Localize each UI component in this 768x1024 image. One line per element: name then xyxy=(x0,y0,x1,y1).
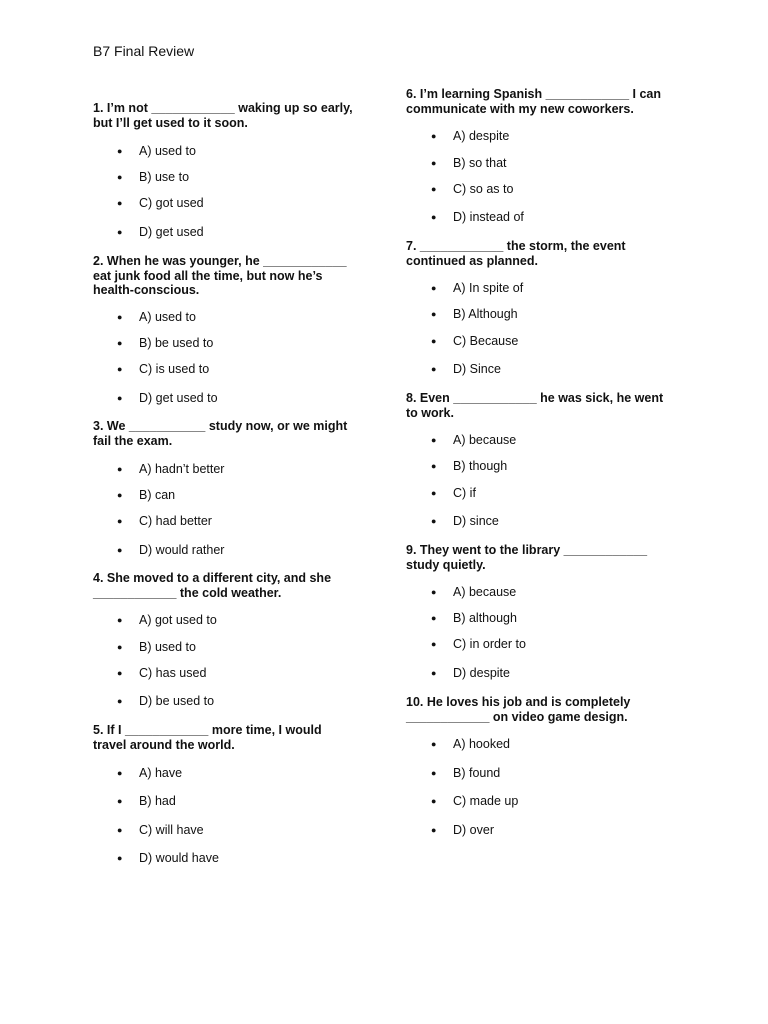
bullet-icon: ● xyxy=(431,668,437,678)
question-line: 3. We ___________ study now, or we might xyxy=(93,419,348,433)
question-text xyxy=(93,101,353,130)
question-line: continued as planned. xyxy=(406,253,538,268)
option-a[interactable]: A) got used to xyxy=(139,613,217,627)
option-b[interactable]: B) used to xyxy=(139,640,196,654)
option-d[interactable]: D) instead of xyxy=(453,210,524,224)
option-c[interactable]: C) has used xyxy=(139,666,207,680)
bullet-icon: ● xyxy=(431,336,437,346)
question-line: 5. If I ____________ more time, I would xyxy=(93,723,322,737)
bullet-icon: ● xyxy=(431,613,437,623)
bullet-icon: ● xyxy=(117,853,123,863)
option-a[interactable]: A) because xyxy=(453,433,517,447)
bullet-icon: ● xyxy=(117,364,123,374)
option-c[interactable]: C) got used xyxy=(139,196,204,210)
option-a[interactable]: A) hadn’t better xyxy=(139,462,225,476)
bullet-icon: ● xyxy=(431,825,437,835)
bullet-icon: ● xyxy=(431,768,437,778)
bullet-icon: ● xyxy=(431,488,437,498)
bullet-icon: ● xyxy=(117,198,123,208)
question-line: ____________ on video game design. xyxy=(406,709,628,724)
question-text xyxy=(93,571,331,600)
option-d[interactable]: D) over xyxy=(453,823,494,837)
option-d[interactable]: D) get used xyxy=(139,225,204,239)
bullet-icon: ● xyxy=(117,668,123,678)
option-c[interactable]: C) Because xyxy=(453,334,519,348)
option-a[interactable]: A) hooked xyxy=(453,737,510,751)
bullet-icon: ● xyxy=(431,158,437,168)
question-text xyxy=(406,391,663,420)
option-d[interactable]: D) would rather xyxy=(139,543,225,557)
option-b[interactable]: B) though xyxy=(453,459,508,473)
bullet-icon: ● xyxy=(431,796,437,806)
question-line: but I’ll get used to it soon. xyxy=(93,115,248,130)
question-text xyxy=(93,254,347,298)
bullet-icon: ● xyxy=(431,364,437,374)
question-line: 6. I’m learning Spanish ____________ I can xyxy=(406,87,661,101)
question-line: health-conscious. xyxy=(93,283,200,297)
bullet-icon: ● xyxy=(117,642,123,652)
bullet-icon: ● xyxy=(117,768,123,778)
question-line: ____________ the cold weather. xyxy=(93,585,282,600)
bullet-icon: ● xyxy=(117,696,123,706)
page-title: B7 Final Review xyxy=(93,43,195,59)
option-d[interactable]: D) despite xyxy=(453,666,510,680)
bullet-icon: ● xyxy=(431,461,437,471)
question-line: fail the exam. xyxy=(93,433,173,448)
bullet-icon: ● xyxy=(117,545,123,555)
bullet-icon: ● xyxy=(431,639,437,649)
option-b[interactable]: B) had xyxy=(139,794,176,808)
option-a[interactable]: A) used to xyxy=(139,310,196,324)
bullet-icon: ● xyxy=(117,464,123,474)
bullet-icon: ● xyxy=(117,615,123,625)
option-c[interactable]: C) made up xyxy=(453,794,519,808)
option-c[interactable]: C) so as to xyxy=(453,182,514,196)
question-text xyxy=(406,543,647,572)
question-text xyxy=(93,723,322,752)
question-text xyxy=(406,695,630,724)
option-b[interactable]: B) use to xyxy=(139,170,190,184)
question-line: 4. She moved to a different city, and she xyxy=(93,571,332,585)
option-d[interactable]: D) since xyxy=(453,514,499,528)
option-b[interactable]: B) Although xyxy=(453,307,518,321)
bullet-icon: ● xyxy=(431,309,437,319)
question-line: 1. I’m not ____________ waking up so early, xyxy=(93,101,353,115)
option-a[interactable]: A) In spite of xyxy=(453,281,524,295)
question-line: 9. They went to the library ____________ xyxy=(406,543,648,557)
bullet-icon: ● xyxy=(431,739,437,749)
bullet-icon: ● xyxy=(117,796,123,806)
option-a[interactable]: A) because xyxy=(453,585,517,599)
bullet-icon: ● xyxy=(431,283,437,293)
bullet-icon: ● xyxy=(117,490,123,500)
option-a[interactable]: A) used to xyxy=(139,144,196,158)
bullet-icon: ● xyxy=(117,393,123,403)
option-a[interactable]: A) despite xyxy=(453,129,510,143)
bullet-icon: ● xyxy=(117,172,123,182)
option-c[interactable]: C) if xyxy=(453,486,476,500)
bullet-icon: ● xyxy=(117,146,123,156)
bullet-icon: ● xyxy=(117,825,123,835)
bullet-icon: ● xyxy=(431,587,437,597)
option-c[interactable]: C) will have xyxy=(139,823,204,837)
option-b[interactable]: B) be used to xyxy=(139,336,214,350)
bullet-icon: ● xyxy=(431,435,437,445)
question-text xyxy=(406,239,626,268)
question-line: 7. ____________ the storm, the event xyxy=(406,239,626,253)
bullet-icon: ● xyxy=(431,212,437,222)
option-d[interactable]: D) be used to xyxy=(139,694,215,708)
bullet-icon: ● xyxy=(431,184,437,194)
question-line: eat junk food all the time, but now he’s xyxy=(93,268,323,283)
question-text xyxy=(93,419,347,448)
question-text xyxy=(406,87,661,116)
option-d[interactable]: D) get used to xyxy=(139,391,218,405)
option-b[interactable]: B) found xyxy=(453,766,501,780)
option-b[interactable]: B) although xyxy=(453,611,517,625)
bullet-icon: ● xyxy=(117,338,123,348)
question-line: study quietly. xyxy=(406,557,486,572)
question-line: communicate with my new coworkers. xyxy=(406,101,634,116)
option-c[interactable]: C) is used to xyxy=(139,362,210,376)
option-c[interactable]: C) in order to xyxy=(453,637,526,651)
question-line: to work. xyxy=(406,405,454,420)
bullet-icon: ● xyxy=(117,312,123,322)
question-line: travel around the world. xyxy=(93,737,235,752)
bullet-icon: ● xyxy=(431,131,437,141)
bullet-icon: ● xyxy=(431,516,437,526)
bullet-icon: ● xyxy=(117,516,123,526)
option-a[interactable]: A) have xyxy=(139,766,183,780)
question-line: 2. When he was younger, he ____________ xyxy=(93,254,347,268)
option-d[interactable]: D) Since xyxy=(453,362,501,376)
option-d[interactable]: D) would have xyxy=(139,851,219,865)
option-b[interactable]: B) can xyxy=(139,488,176,502)
option-b[interactable]: B) so that xyxy=(453,156,507,170)
bullet-icon: ● xyxy=(117,227,123,237)
option-c[interactable]: C) had better xyxy=(139,514,212,528)
question-line: 10. He loves his job and is completely xyxy=(406,695,631,709)
question-line: 8. Even ____________ he was sick, he went xyxy=(406,391,664,405)
